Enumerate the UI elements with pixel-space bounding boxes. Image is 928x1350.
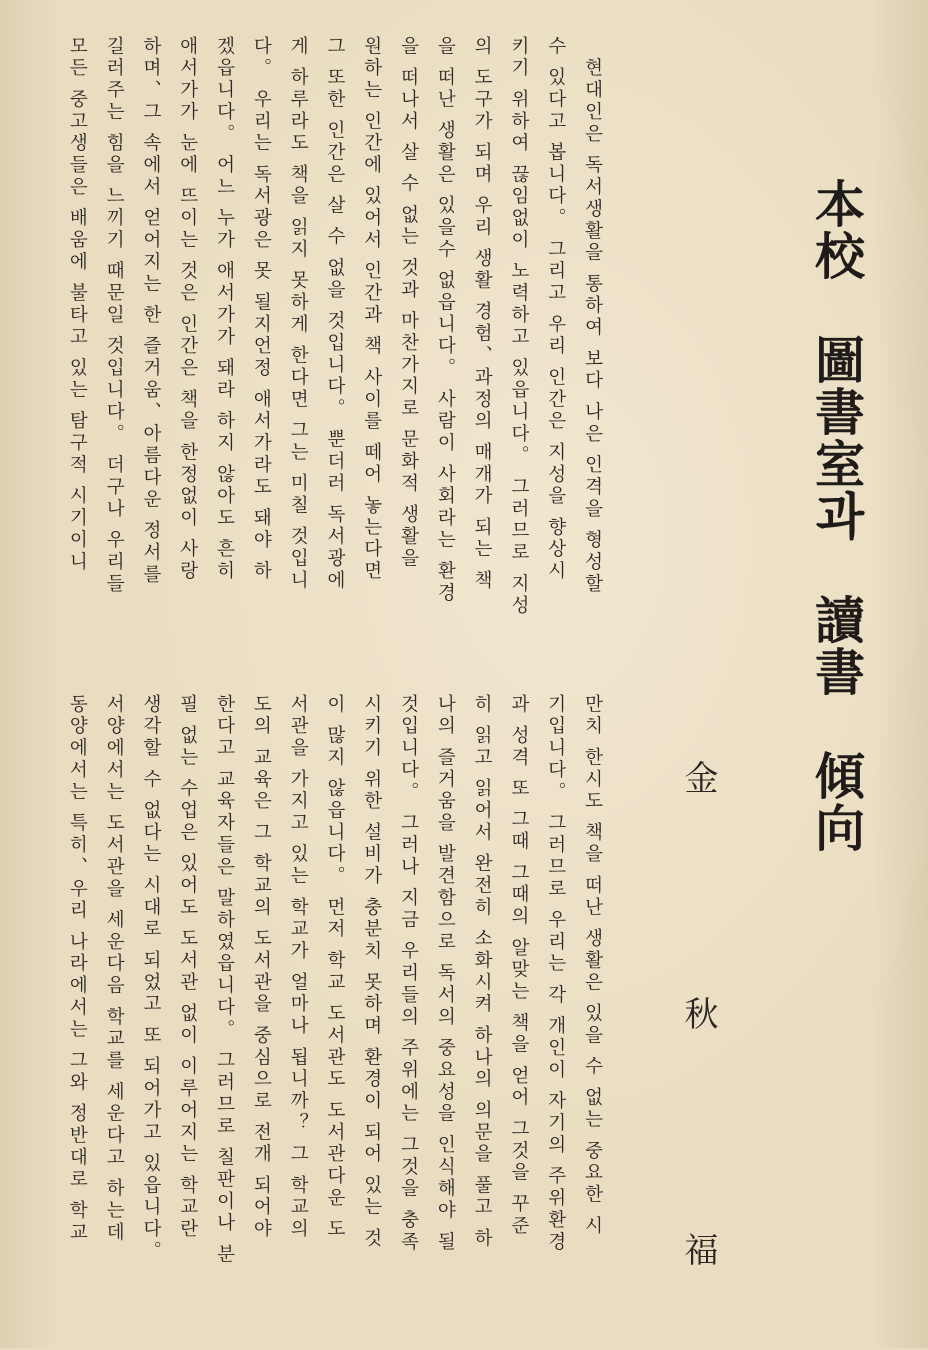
text-line: 원하는 인간에 있어서 인간과 책 사이를 떼어 놓는다면: [361, 36, 383, 583]
text-line: 게 하루라도 책을 읽지 못하게 한다면 그는 미칠 것입니: [287, 36, 309, 593]
text-line: 동양에서는 특히、우리 나라에서는 그와 정반대로 학교: [66, 694, 88, 1245]
text-line: 기입니다。 그러므로 우리는 각 개인이 자기의 주위환경: [545, 694, 567, 1254]
text-line: 히 읽고 읽어서 완전히 소화시켜 하나의 의문을 풀고 하: [471, 694, 493, 1251]
text-line: 이 많지 않읍니다。 먼저 학교 도서관도 도서관다운 도: [324, 694, 346, 1241]
text-line: 나의 즐거움을 발견함으로 독서의 중요성을 인식해야 될: [434, 694, 456, 1254]
text-line: 을 떠난 생활은 있을수 없읍니다。 사람이 사회라는 환경: [434, 36, 456, 605]
text-line: 과 성격 또 그때 그때의 알맞는 책을 얻어 그것을 꾸준: [508, 694, 530, 1238]
text-line: 시키기 위한 설비가 충분치 못하며 환경이 되어 있는 것: [361, 694, 383, 1251]
text-line: 현대인은 독서생활을 통하여 보다 나은 인격을 형성할: [582, 36, 603, 596]
body-text-upper: [58, 36, 610, 617]
text-line: 다。 우리는 독서광은 못 될지언정 애서가라도 돼야 하: [250, 36, 272, 583]
text-line: 생각할 수 없다는 시대로 되었고 또 되어가고 있읍니다。: [140, 694, 162, 1263]
text-line: 키기 위하여 끊임없이 노력하고 있읍니다。 그러므로 지성: [508, 36, 530, 618]
text-line: 겠읍니다。 어느 누가 애서가가 돼라 하지 않아도 흔히: [214, 36, 236, 583]
body-text-lower: [58, 694, 610, 1266]
text-line: 애서가가 눈에 뜨이는 것은 인간은 책을 한정없이 사랑: [177, 36, 199, 583]
text-line: 것입니다。 그러나 지금 우리들의 주위에는 그것을 충족: [398, 694, 420, 1254]
text-line: 하며、그 속에서 얻어지는 한 즐거움、아름다운 정서를: [140, 36, 162, 587]
text-line: 길러주는 힘을 느끼기 때문일 것입니다。 더구나 우리들: [103, 36, 125, 596]
text-line: 수 있다고 봅니다。 그리고 우리 인간은 지성을 향상시: [545, 36, 567, 583]
text-line: 그 또한 인간은 살 수 없을 것입니다。 뿐더러 독서광에: [324, 36, 346, 593]
text-line: 서양에서는 도서관을 세운다음 학교를 세운다고 하는데: [103, 694, 125, 1245]
text-line: 의 도구가 되며 우리 생활 경험、과정의 매개가 되는 책: [471, 36, 493, 593]
text-line: 서관을 가지고 있는 학교가 얼마나 됩니까？ 그 학교의: [287, 694, 309, 1241]
text-line: 모든 중고생들은 배움에 불타고 있는 탐구적 시기이니: [66, 36, 88, 574]
text-line: 도의 교육은 그 학교의 도서관을 중심으로 전개 되어야: [250, 694, 272, 1241]
text-line: 한다고 교육자들은 말하였읍니다。 그러므로 칠판이나 분: [214, 694, 236, 1267]
article-title: 本校 圖書室과 讀書 傾向: [807, 178, 866, 854]
article-author: 金 秋 福: [678, 760, 718, 1350]
text-line: 을 떠나서 살 수 없는 것과 마찬가지로 문화적 생활을: [398, 36, 420, 571]
text-line: 필 없는 수업은 있어도 도서관 없이 이루어지는 학교란: [177, 694, 199, 1241]
text-line: 만치 한시도 책을 떠난 생활은 있을 수 없는 중요한 시: [582, 694, 603, 1238]
